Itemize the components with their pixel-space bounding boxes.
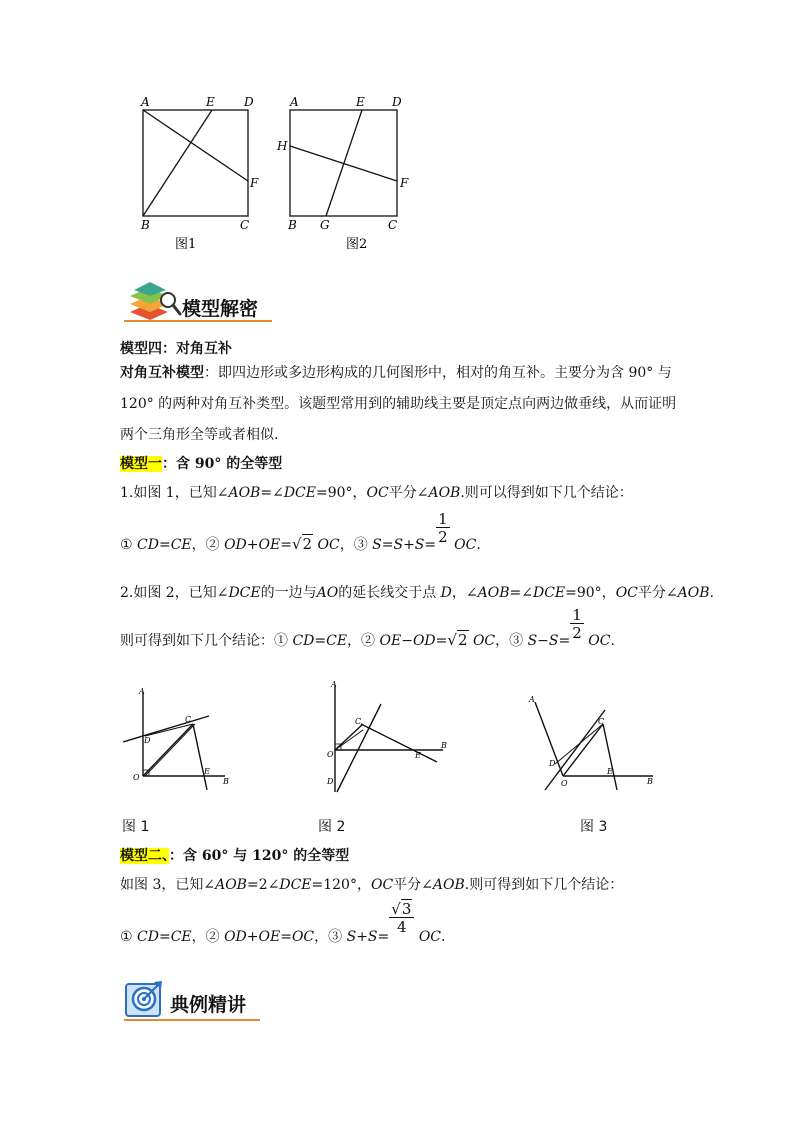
f2-label-O: O (327, 750, 334, 759)
mid-figure-1 (123, 687, 229, 790)
fig2-label-A: A (290, 95, 299, 109)
model2-heading (120, 845, 349, 865)
intro-text-1: ：即四边形或多边形构成的几何图形中，相对的角互补。主要分为含 90° 与 (204, 365, 672, 381)
f1-label-B: B (223, 777, 229, 786)
fig1-label-B: B (141, 218, 150, 232)
f3-label-O: O (561, 779, 568, 788)
target-icon (124, 978, 168, 1022)
f3-label-A: A (529, 695, 535, 704)
model2-results: ① CD=CE，② OD+OE=OC，③ S+S= $\frac{√3}{4}$ OC. (120, 900, 446, 945)
mid-figures (115, 680, 675, 800)
f1-label-E: E (204, 767, 210, 776)
f2-label-D: D (327, 777, 334, 786)
fig1-label-A: A (141, 95, 150, 109)
model2-heading-rest: ：含 60° 与 120° 的全等型 (169, 848, 350, 864)
layers-magnifier-icon (124, 274, 186, 322)
fig1-caption: 图1 (175, 237, 197, 252)
figure-2-square (276, 95, 409, 252)
intro-line-2: 120° 的两种对角互补类型。该题型常用到的辅助线主要是顶定点向两边做垂线，从而证明 (120, 396, 677, 412)
top-figures (130, 90, 430, 255)
model1-heading-rest: ：含 90° 的全等型 (162, 456, 283, 472)
model4-title: 模型四：对角互补 (120, 341, 232, 357)
f2-label-B: B (441, 741, 447, 750)
model1-paragraph-2: 2.如图 2，已知∠DCE的一边与AO的延长线交于点 D，∠AOB=∠DCE=90°，OC平分∠AOB. (120, 585, 714, 601)
fig1-label-D: D (244, 95, 254, 109)
fraction-sqrt3-over-4: $\frac{√3}{4}$ (389, 902, 414, 935)
model1-results-1: ① CD=CE，② OD+OE=√2 OC，③ S=S+S= $\frac{1}{2}$ OC. (120, 510, 481, 553)
intro-label: 对角互补模型 (120, 365, 204, 381)
fig2-label-F: F (400, 176, 409, 190)
model1-results-2: 则可得到如下几个结论：① CD=CE，② OE−OD=√2 OC，③ S−S= $\frac{1}{2}$ OC. (120, 606, 615, 649)
fig1-label-C: C (240, 218, 250, 232)
model2-paragraph: 如图 3，已知∠AOB=2∠DCE=120°，OC平分∠AOB.则可得到如下几个结论： (120, 877, 624, 893)
f1-label-C: C (185, 715, 192, 724)
section-title-model-decode: 模型解密 (182, 298, 259, 320)
model2-heading-highlight: 模型二、 (120, 848, 169, 864)
f1-label-A: A (139, 687, 145, 696)
f1-label-D: D (144, 736, 151, 745)
sqrt-2: √2 (291, 534, 313, 553)
fig2-caption: 图2 (346, 237, 368, 252)
f3-label-D: D (549, 759, 556, 768)
intro-line-3: 两个三角形全等或者相似. (120, 427, 279, 443)
model1-heading (120, 453, 282, 473)
mid-figure-3 (528, 695, 653, 790)
f2-label-E: E (415, 751, 421, 760)
mid-figure-1-caption: 图 1 (122, 819, 150, 835)
intro-line-1 (120, 362, 672, 382)
mid-figure-2 (326, 680, 447, 792)
fig2-label-H: H (277, 139, 288, 153)
fig2-label-G: G (320, 218, 330, 232)
model1-heading-highlight: 模型一 (120, 456, 162, 472)
f3-label-E: E (607, 767, 613, 776)
section2-underline (124, 1019, 260, 1021)
fraction-one-half: $\frac{1}{2}$ (438, 510, 448, 546)
figure-1-square (140, 95, 259, 252)
fig1-label-E: E (206, 95, 215, 109)
fig2-label-D: D (392, 95, 402, 109)
f3-label-B: B (647, 777, 653, 786)
fig1-label-F: F (250, 176, 259, 190)
mid-figure-2-caption: 图 2 (318, 819, 346, 835)
fig2-label-B: B (288, 218, 297, 232)
f1-label-O: O (133, 773, 140, 782)
model1-paragraph-1: 1.如图 1，已知∠AOB=∠DCE=90°，OC平分∠AOB.则可以得到如下几个结论： (120, 485, 633, 501)
fig2-label-E: E (356, 95, 365, 109)
f3-label-C: C (598, 717, 605, 726)
mid-figure-3-caption: 图 3 (580, 819, 608, 835)
section-underline (124, 320, 272, 322)
f2-label-C: C (355, 717, 362, 726)
f2-label-A: A (331, 680, 337, 689)
fraction-one-half-b: $\frac{1}{2}$ (572, 606, 582, 642)
section-title-example: 典例精讲 (170, 994, 247, 1016)
fig2-label-C: C (388, 218, 398, 232)
sqrt-2-b: √2 (447, 630, 468, 649)
